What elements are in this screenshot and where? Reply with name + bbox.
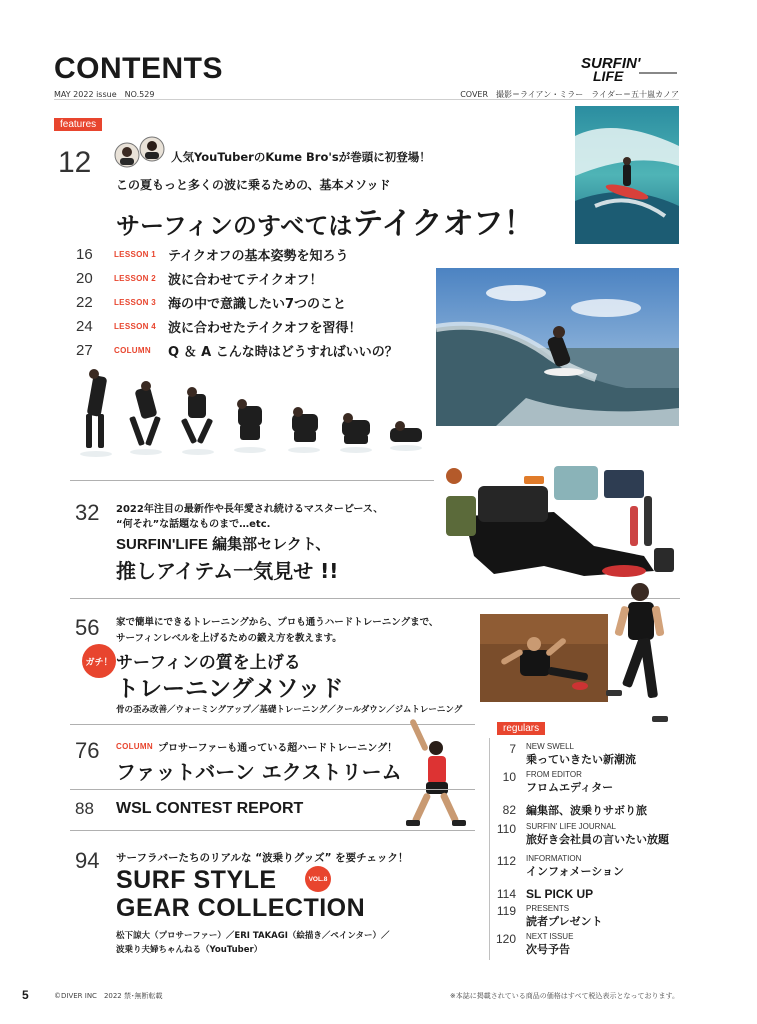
feature-56-title1: サーフィンの質を上げる	[116, 653, 301, 673]
feature-32-page: 32	[75, 500, 100, 525]
regular-page: 119	[496, 904, 516, 918]
section-divider	[70, 789, 475, 790]
section-divider	[70, 598, 680, 599]
issue-label: MAY 2022 issue NO.529	[54, 90, 155, 99]
lesson-title: 波に合わせてテイクオフ！	[168, 272, 323, 288]
feature-32-title2: 推しアイテム一気見せ !!	[116, 559, 339, 583]
lesson-row[interactable]	[76, 266, 436, 290]
cover-credit: COVER 撮影＝ライアン・ミラー ライダー＝五十嵐カノア	[460, 90, 679, 99]
regular-page: 10	[502, 770, 516, 784]
regular-sub: FROM EDITOR	[526, 770, 582, 779]
regular-sub: NEW SWELL	[526, 742, 575, 751]
logo-bottom-text: LIFE	[593, 68, 624, 82]
feature-56-page: 56	[75, 615, 100, 640]
takeoff-sequence-figures	[70, 366, 430, 464]
lesson-row[interactable]	[76, 338, 436, 362]
feature-12-title-b: テイクオフ！	[352, 206, 535, 242]
feature-94-credit1: 松下諒大（プロサーファー）／ERI TAKAGI（絵描き／ペインター）／	[116, 931, 390, 941]
regular-sub: NEXT ISSUE	[526, 932, 574, 941]
regular-page: 82	[502, 803, 516, 817]
regular-page: 7	[509, 742, 516, 756]
section-divider	[70, 480, 435, 481]
feature-56-sub: 骨の歪み改善／ウォーミングアップ／基礎トレーニング／クールダウン／ジムトレーニング	[116, 705, 463, 715]
feature-76-title: ファットバーン エクストリーム	[116, 760, 402, 784]
feature-76-tag: COLUMN	[116, 742, 153, 751]
feature-56-lead1: 家で簡単にできるトレーニングから、プロも通うハードトレーニングまで、	[116, 617, 439, 628]
regular-title: 旅好き会社員の言いたい放題	[526, 833, 669, 846]
copyright: ©DIVER INC 2022 禁･無断転載	[54, 992, 163, 1000]
regular-title: フロムエディター	[526, 781, 614, 794]
regular-item[interactable]	[490, 798, 680, 822]
lesson-tag: COLUMN	[114, 345, 151, 355]
feature-94-lead: サーフラバーたちのリアルな “波乗りグッズ” を要チェック！	[116, 852, 409, 864]
feature-12-title	[116, 198, 535, 243]
regular-item[interactable]	[490, 884, 680, 904]
vol-badge: VOL.8	[305, 866, 331, 892]
feature-88-page: 88	[75, 799, 94, 818]
lesson-row[interactable]	[76, 290, 436, 314]
header-rule	[54, 99, 679, 100]
feature-32-lead2: “何それ”な話題なものまで…etc.	[116, 519, 271, 530]
lesson-row[interactable]	[76, 242, 436, 266]
regular-title: 乗っていきたい新潮流	[526, 753, 636, 766]
regulars-tag: regulars	[497, 722, 545, 735]
regular-item[interactable]	[490, 770, 680, 798]
regular-title: インフォメーション	[526, 865, 625, 878]
lesson-page: 27	[76, 341, 93, 359]
regular-page: 114	[496, 887, 516, 901]
regular-item[interactable]	[490, 822, 680, 854]
feature-56-title2: トレーニングメソッド	[116, 676, 344, 702]
lesson-page: 20	[76, 269, 93, 287]
regular-item[interactable]	[490, 854, 680, 884]
training-photo	[480, 614, 608, 702]
lesson-tag: LESSON 2	[114, 273, 156, 283]
regular-title: SL PICK UP	[526, 887, 594, 901]
feature-12-title-a: サーフィンのすべては	[116, 212, 353, 240]
feature-88-title: WSL CONTEST REPORT	[116, 800, 304, 817]
lesson-row[interactable]	[76, 314, 436, 338]
feature-94-page: 94	[75, 848, 100, 873]
lesson-tag: LESSON 1	[114, 249, 156, 259]
lesson-page: 24	[76, 317, 93, 335]
regular-title: 次号予告	[526, 943, 570, 956]
gachi-badge: ガチ！	[82, 644, 116, 678]
regular-title: 編集部、波乗りサボり旅	[526, 804, 647, 817]
lesson-page: 16	[76, 245, 93, 263]
regular-page: 112	[496, 854, 516, 868]
folio-page-number: 5	[22, 988, 29, 1002]
feature-32-title1: SURFIN'LIFE 編集部セレクト、	[116, 536, 331, 553]
feature-56-lead2: サーフィンレベルを上げるための鍛え方を教えます。	[116, 633, 342, 644]
lesson-title: 海の中で意識したい7つのこと	[168, 296, 347, 312]
regular-item[interactable]	[490, 904, 680, 932]
lesson-title: テイクオフの基本姿勢を知ろう	[168, 248, 349, 264]
regular-page: 110	[496, 822, 516, 836]
regular-title: 読者プレゼント	[526, 915, 603, 928]
regular-item[interactable]	[490, 932, 680, 960]
feature-12-page: 12	[58, 146, 92, 179]
feature-32-lead1: 2022年注目の最新作や長年愛され続けるマスターピース、	[116, 504, 384, 515]
gear-items-photo	[434, 456, 679, 586]
regular-item[interactable]	[490, 742, 680, 770]
trainer-figure	[596, 580, 680, 726]
regular-sub: INFORMATION	[526, 854, 582, 863]
page-title: CONTENTS	[54, 52, 223, 85]
lesson-tag: LESSON 3	[114, 297, 156, 307]
features-tag: features	[54, 118, 102, 131]
feature-94-title2: GEAR COLLECTION	[116, 894, 366, 922]
feature-12-lead: この夏もっと多くの波に乗るための、基本メソッド	[116, 178, 391, 192]
feature-12-kicker: 人気YouTuberのKume Bro'sが巻頭に初登場！	[171, 150, 431, 164]
regular-sub: SURFIN' LIFE JOURNAL	[526, 822, 616, 831]
feature-76-page: 76	[75, 738, 100, 763]
feature-76-lead: プロサーファーも通っている超ハードトレーニング！	[158, 743, 398, 754]
lesson-tag: LESSON 4	[114, 321, 156, 331]
lesson-list	[76, 242, 436, 362]
lesson-title: 波に合わせたテイクオフを習得！	[168, 320, 362, 336]
lesson-page: 22	[76, 293, 93, 311]
cover-surf-photo	[575, 106, 679, 244]
regular-sub: PRESENTS	[526, 904, 570, 913]
lesson-title: Q ＆ A こんな時はどうすればいいの？	[168, 344, 398, 360]
logo-top-text: SURFIN'	[581, 55, 641, 72]
price-note: ※本誌に掲載されている商品の価格はすべて税込表示となっております。	[449, 992, 679, 1000]
regulars-list	[490, 742, 680, 960]
magazine-logo	[579, 54, 679, 82]
feature-94-credit2: 波乗り夫婦ちゃんねる（YouTuber）	[116, 945, 263, 955]
wave-photo	[436, 268, 679, 426]
athlete-figure	[406, 716, 466, 830]
feature-94-title1: SURF STYLE	[116, 866, 277, 894]
section-divider	[70, 830, 475, 831]
avatar-group	[113, 135, 167, 169]
regular-page: 120	[495, 932, 516, 946]
